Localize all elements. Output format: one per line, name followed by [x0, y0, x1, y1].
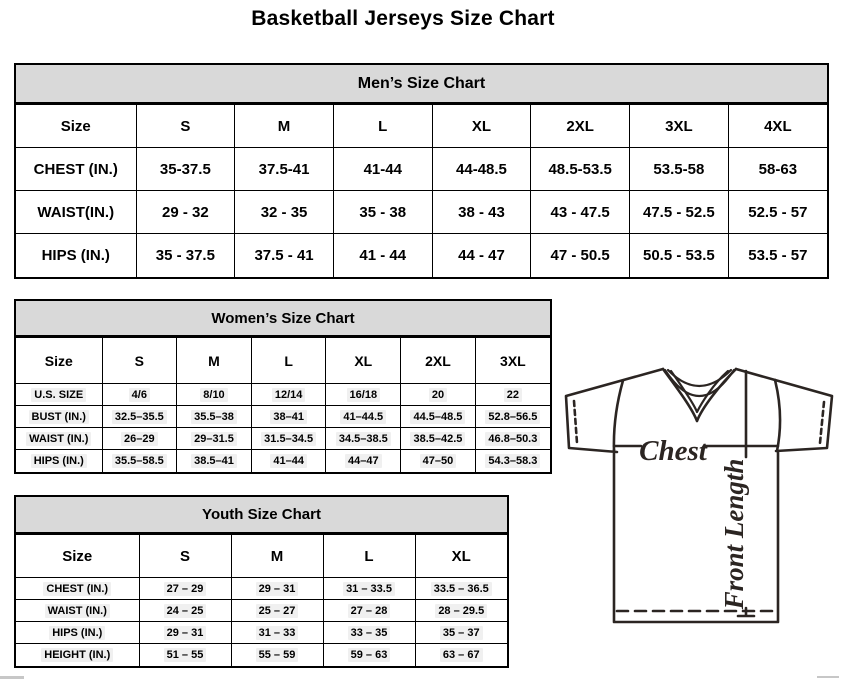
- size-value-cell: 8/10: [177, 384, 252, 406]
- size-value-cell: 48.5-53.5: [531, 148, 630, 191]
- size-value-cell: 37.5 - 41: [235, 234, 334, 277]
- table-row: [16, 406, 550, 428]
- size-value-cell: 28 – 29.5: [415, 600, 507, 622]
- size-value-cell: 41–44.5: [326, 406, 401, 428]
- size-value-cell: 43 - 47.5: [531, 191, 630, 234]
- table-row: [16, 428, 550, 450]
- size-value-cell: 44-48.5: [432, 148, 531, 191]
- column-header-s: S: [102, 338, 177, 384]
- row-label: HEIGHT (IN.): [16, 644, 139, 666]
- size-value-cell: 31.5–34.5: [251, 428, 326, 450]
- size-value-cell: 35.5–38: [177, 406, 252, 428]
- column-header-xl: XL: [326, 338, 401, 384]
- column-header-s: S: [139, 535, 231, 578]
- size-value-cell: 63 – 67: [415, 644, 507, 666]
- table-row: [16, 622, 507, 644]
- size-value-cell: 47 - 50.5: [531, 234, 630, 277]
- size-value-cell: 44.5–48.5: [401, 406, 476, 428]
- size-value-cell: 25 – 27: [231, 600, 323, 622]
- size-value-cell: 29 – 31: [139, 622, 231, 644]
- size-value-cell: 54.3–58.3: [475, 450, 550, 472]
- size-value-cell: 44–47: [326, 450, 401, 472]
- column-header-xl: XL: [432, 105, 531, 148]
- right-cuff-stitch: [820, 402, 824, 443]
- table-row: [16, 578, 507, 600]
- column-header-4xl: 4XL: [728, 105, 827, 148]
- size-value-cell: 47–50: [401, 450, 476, 472]
- row-label: BUST (IN.): [16, 406, 102, 428]
- size-value-cell: 35-37.5: [136, 148, 235, 191]
- size-value-cell: 52.8–56.5: [475, 406, 550, 428]
- jersey-measurement-diagram: [555, 364, 843, 632]
- size-value-cell: 58-63: [728, 148, 827, 191]
- size-value-cell: 38.5–41: [177, 450, 252, 472]
- header-row: [16, 338, 550, 384]
- size-value-cell: 27 – 28: [323, 600, 415, 622]
- size-value-cell: 29 – 31: [231, 578, 323, 600]
- size-value-cell: 4/6: [102, 384, 177, 406]
- column-header-l: L: [323, 535, 415, 578]
- column-header-m: M: [235, 105, 334, 148]
- size-value-cell: 16/18: [326, 384, 401, 406]
- mens-size-chart: [14, 63, 829, 279]
- size-value-cell: 29 - 32: [136, 191, 235, 234]
- table-row: [16, 234, 827, 277]
- row-label: CHEST (IN.): [16, 578, 139, 600]
- row-label: WAIST (IN.): [16, 600, 139, 622]
- size-value-cell: 35 - 38: [333, 191, 432, 234]
- size-value-cell: 44 - 47: [432, 234, 531, 277]
- size-value-cell: 38.5–42.5: [401, 428, 476, 450]
- table-row: [16, 148, 827, 191]
- size-value-cell: 35 – 37: [415, 622, 507, 644]
- size-value-cell: 55 – 59: [231, 644, 323, 666]
- size-value-cell: 41–44: [251, 450, 326, 472]
- column-header-l: L: [333, 105, 432, 148]
- size-value-cell: 33 – 35: [323, 622, 415, 644]
- size-value-cell: 47.5 - 52.5: [630, 191, 729, 234]
- womens-size-table: [16, 337, 550, 472]
- size-value-cell: 53.5 - 57: [728, 234, 827, 277]
- size-value-cell: 35.5–58.5: [102, 450, 177, 472]
- youth-size-table: [16, 534, 507, 666]
- mens-chart-title: Men’s Size Chart: [16, 65, 827, 104]
- left-armhole-seam: [614, 381, 623, 451]
- column-header-m: M: [231, 535, 323, 578]
- column-header-2xl: 2XL: [531, 105, 630, 148]
- womens-size-chart: [14, 299, 552, 474]
- size-value-cell: 50.5 - 53.5: [630, 234, 729, 277]
- size-value-cell: 52.5 - 57: [728, 191, 827, 234]
- size-value-cell: 31 – 33: [231, 622, 323, 644]
- row-label: HIPS (IN.): [16, 450, 102, 472]
- size-value-cell: 33.5 – 36.5: [415, 578, 507, 600]
- table-row: [16, 600, 507, 622]
- size-value-cell: 29–31.5: [177, 428, 252, 450]
- size-value-cell: 22: [475, 384, 550, 406]
- size-value-cell: 53.5-58: [630, 148, 729, 191]
- size-value-cell: 51 – 55: [139, 644, 231, 666]
- row-label: WAIST(IN.): [16, 191, 136, 234]
- mens-size-table: [16, 104, 827, 277]
- row-label: WAIST (IN.): [16, 428, 102, 450]
- header-row: [16, 535, 507, 578]
- row-label: HIPS (IN.): [16, 234, 136, 277]
- size-value-cell: 38 - 43: [432, 191, 531, 234]
- front-length-label: Front Length: [719, 458, 749, 610]
- column-header-3xl: 3XL: [475, 338, 550, 384]
- left-cuff-stitch: [574, 401, 577, 443]
- chest-label: Chest: [639, 435, 707, 467]
- size-value-cell: 31 – 33.5: [323, 578, 415, 600]
- column-header-xl: XL: [415, 535, 507, 578]
- row-label: U.S. SIZE: [16, 384, 102, 406]
- column-header-2xl: 2XL: [401, 338, 476, 384]
- size-value-cell: 32.5–35.5: [102, 406, 177, 428]
- column-header-size: Size: [16, 338, 102, 384]
- size-value-cell: 27 – 29: [139, 578, 231, 600]
- size-value-cell: 24 – 25: [139, 600, 231, 622]
- table-row: [16, 384, 550, 406]
- cropped-element-fragment-right: [817, 676, 839, 678]
- column-header-s: S: [136, 105, 235, 148]
- row-label: HIPS (IN.): [16, 622, 139, 644]
- size-value-cell: 46.8–50.3: [475, 428, 550, 450]
- youth-chart-title: Youth Size Chart: [16, 497, 507, 534]
- column-header-size: Size: [16, 105, 136, 148]
- size-value-cell: 34.5–38.5: [326, 428, 401, 450]
- table-row: [16, 450, 550, 472]
- size-value-cell: 41-44: [333, 148, 432, 191]
- womens-chart-title: Women’s Size Chart: [16, 301, 550, 337]
- column-header-size: Size: [16, 535, 139, 578]
- table-row: [16, 644, 507, 666]
- youth-size-chart: [14, 495, 509, 668]
- column-header-l: L: [251, 338, 326, 384]
- column-header-m: M: [177, 338, 252, 384]
- right-armhole-seam: [775, 380, 780, 451]
- size-value-cell: 37.5-41: [235, 148, 334, 191]
- row-label: CHEST (IN.): [16, 148, 136, 191]
- size-value-cell: 20: [401, 384, 476, 406]
- size-value-cell: 59 – 63: [323, 644, 415, 666]
- size-value-cell: 41 - 44: [333, 234, 432, 277]
- table-row: [16, 191, 827, 234]
- page-title: Basketball Jerseys Size Chart: [251, 7, 555, 30]
- size-value-cell: 12/14: [251, 384, 326, 406]
- size-value-cell: 32 - 35: [235, 191, 334, 234]
- size-value-cell: 35 - 37.5: [136, 234, 235, 277]
- size-value-cell: 38–41: [251, 406, 326, 428]
- header-row: [16, 105, 827, 148]
- size-value-cell: 26–29: [102, 428, 177, 450]
- column-header-3xl: 3XL: [630, 105, 729, 148]
